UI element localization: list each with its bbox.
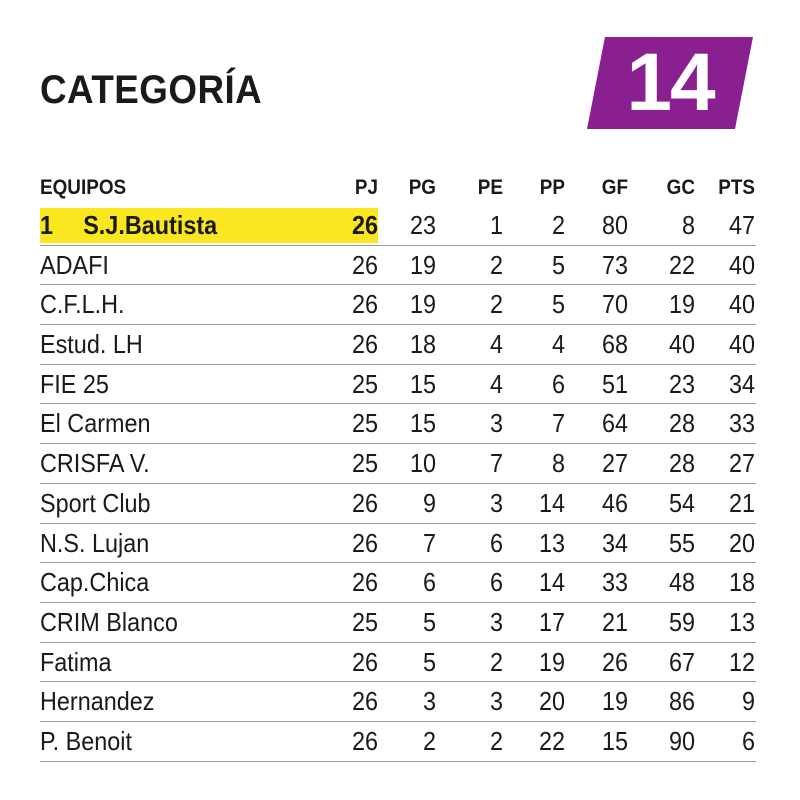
column-header-gf: GF: [601, 176, 628, 199]
team-name: [40, 603, 178, 642]
team-name: [40, 246, 109, 285]
team-name: [40, 563, 149, 602]
cell-gc: 8: [681, 210, 695, 240]
table-row: [40, 325, 756, 365]
cell-pts: 33: [728, 408, 755, 439]
team-name-text: C.F.L.H.: [40, 289, 125, 320]
cell-pg: 6: [422, 567, 436, 598]
team-name-text: CRIM Blanco: [40, 606, 178, 637]
table-row: [40, 484, 756, 524]
cell-pg: 19: [409, 289, 436, 320]
cell-pp: 22: [538, 725, 565, 756]
cell-gf: 15: [601, 725, 628, 756]
cell-pj: 26: [351, 686, 378, 717]
cell-gc: 28: [668, 448, 695, 479]
cell-pg: 3: [422, 686, 436, 717]
cell-pp: 5: [551, 249, 565, 280]
cell-pp: 19: [538, 646, 565, 677]
cell-pe: 6: [489, 527, 503, 558]
cell-pj: 26: [351, 487, 378, 518]
cell-gf: 64: [601, 408, 628, 439]
team-name: [40, 682, 154, 721]
cell-gf: 27: [601, 448, 628, 479]
cell-pp: 17: [538, 606, 565, 637]
cell-pts: 27: [728, 448, 755, 479]
table-row: [40, 246, 756, 286]
cell-gf: 34: [601, 527, 628, 558]
cell-gc: 59: [668, 606, 695, 637]
cell-gf: 68: [601, 329, 628, 360]
cell-pp: 14: [538, 487, 565, 518]
cell-pp: 8: [551, 448, 565, 479]
cell-pp: 2: [551, 210, 565, 240]
team-position: 1: [40, 210, 54, 240]
cell-pg: 19: [409, 249, 436, 280]
cell-pe: 7: [489, 448, 503, 479]
cell-pp: 7: [551, 408, 565, 439]
cell-pe: 6: [489, 567, 503, 598]
cell-pts: 20: [728, 527, 755, 558]
cell-pp: 13: [538, 527, 565, 558]
table-body: [40, 206, 756, 762]
standings-table: [40, 170, 756, 762]
team-name-text: N.S. Lujan: [40, 527, 150, 558]
team-name-text: P. Benoit: [40, 725, 132, 756]
cell-gf: 70: [601, 289, 628, 320]
team-name: [40, 722, 132, 761]
table-row: [40, 404, 756, 444]
cell-pe: 4: [489, 329, 503, 360]
team-name-text: Hernandez: [40, 686, 155, 717]
cell-pj: 26: [351, 329, 378, 360]
table-row: [40, 524, 756, 564]
cell-gc: 28: [668, 408, 695, 439]
team-name: [40, 325, 143, 364]
column-header-pp: PP: [539, 176, 565, 199]
cell-pj: 26: [351, 289, 378, 320]
cell-pts: 40: [728, 289, 755, 320]
cell-pp: 14: [538, 567, 565, 598]
cell-pe: 1: [489, 210, 503, 240]
column-header-pe: PE: [477, 176, 503, 199]
column-header-pg: PG: [408, 176, 436, 199]
category-badge: [587, 37, 753, 129]
column-header-pts: PTS: [718, 176, 755, 199]
cell-pts: 40: [728, 249, 755, 280]
cell-pe: 3: [489, 487, 503, 518]
cell-pg: 7: [422, 527, 436, 558]
cell-pts: 13: [728, 606, 755, 637]
cell-pg: 15: [409, 408, 436, 439]
cell-pe: 2: [489, 249, 503, 280]
cell-gf: 21: [601, 606, 628, 637]
cell-pe: 2: [489, 289, 503, 320]
table-row: [40, 603, 756, 643]
cell-pg: 23: [409, 210, 436, 240]
cell-gc: 86: [668, 686, 695, 717]
team-name-text: El Carmen: [40, 408, 151, 439]
cell-pe: 4: [489, 368, 503, 399]
cell-pts: 18: [728, 567, 755, 598]
cell-pts: 47: [728, 210, 755, 240]
cell-pp: 6: [551, 368, 565, 399]
cell-gc: 22: [668, 249, 695, 280]
cell-pe: 2: [489, 725, 503, 756]
team-name-text: FIE 25: [40, 368, 109, 399]
table-header: [40, 170, 756, 206]
page-title: CATEGORÍA: [40, 68, 263, 112]
cell-gf: 19: [601, 686, 628, 717]
cell-gf: 33: [601, 567, 628, 598]
team-name-text: S.J.Bautista: [83, 210, 218, 240]
cell-pp: 20: [538, 686, 565, 717]
cell-pj: 25: [351, 606, 378, 637]
table-row: [40, 444, 756, 484]
cell-pg: 2: [422, 725, 436, 756]
team-name: [40, 365, 109, 404]
cell-pts: 21: [728, 487, 755, 518]
cell-pg: 15: [409, 368, 436, 399]
cell-pts: 40: [728, 329, 755, 360]
table-row: [40, 285, 756, 325]
team-name-text: Sport Club: [40, 487, 151, 518]
table-row: [40, 563, 756, 603]
cell-pts: 6: [741, 725, 755, 756]
cell-pj: 26: [351, 725, 378, 756]
cell-gc: 55: [668, 527, 695, 558]
table-row: [40, 722, 756, 762]
cell-gf: 46: [601, 487, 628, 518]
cell-pg: 18: [409, 329, 436, 360]
column-header-pj: PJ: [354, 176, 378, 199]
cell-gc: 54: [668, 487, 695, 518]
cell-pe: 2: [489, 646, 503, 677]
cell-pj: 25: [351, 408, 378, 439]
team-name: [40, 404, 151, 443]
cell-gc: 67: [668, 646, 695, 677]
cell-pj: 26: [351, 527, 378, 558]
cell-pts: 12: [728, 646, 755, 677]
team-name-text: Estud. LH: [40, 329, 143, 360]
cell-pg: 5: [422, 606, 436, 637]
cell-gc: 23: [668, 368, 695, 399]
column-header-gc: GC: [666, 176, 695, 199]
cell-gc: 40: [668, 329, 695, 360]
table-row: [40, 365, 756, 405]
cell-gf: 26: [601, 646, 628, 677]
team-name: [40, 444, 150, 483]
team-name-text: Cap.Chica: [40, 567, 150, 598]
cell-pe: 3: [489, 686, 503, 717]
cell-pg: 9: [422, 487, 436, 518]
category-number: 14: [626, 37, 714, 128]
cell-pg: 10: [409, 448, 436, 479]
cell-pj: 26: [351, 249, 378, 280]
cell-pj: 26: [351, 210, 378, 240]
team-name: [40, 524, 149, 563]
table-row: [40, 682, 756, 722]
cell-gc: 90: [668, 725, 695, 756]
team-name: [40, 206, 217, 245]
table-row: [40, 643, 756, 683]
cell-pg: 5: [422, 646, 436, 677]
cell-pp: 5: [551, 289, 565, 320]
cell-gf: 73: [601, 249, 628, 280]
cell-pj: 26: [351, 567, 378, 598]
cell-pe: 3: [489, 606, 503, 637]
column-header-team: EQUIPOS: [40, 176, 127, 199]
cell-gf: 51: [601, 368, 628, 399]
cell-pe: 3: [489, 408, 503, 439]
table-row-leader: [40, 206, 756, 246]
team-name: [40, 484, 151, 523]
team-name: [40, 643, 112, 682]
team-name-text: ADAFI: [40, 249, 109, 280]
cell-gc: 19: [668, 289, 695, 320]
cell-pj: 26: [351, 646, 378, 677]
cell-pj: 25: [351, 448, 378, 479]
cell-pts: 9: [741, 686, 755, 717]
cell-pj: 25: [351, 368, 378, 399]
cell-pp: 4: [551, 329, 565, 360]
cell-pts: 34: [728, 368, 755, 399]
team-name-text: Fatima: [40, 646, 112, 677]
team-name: [40, 285, 125, 324]
cell-gf: 80: [601, 210, 628, 240]
cell-gc: 48: [668, 567, 695, 598]
team-name-text: CRISFA V.: [40, 448, 150, 479]
